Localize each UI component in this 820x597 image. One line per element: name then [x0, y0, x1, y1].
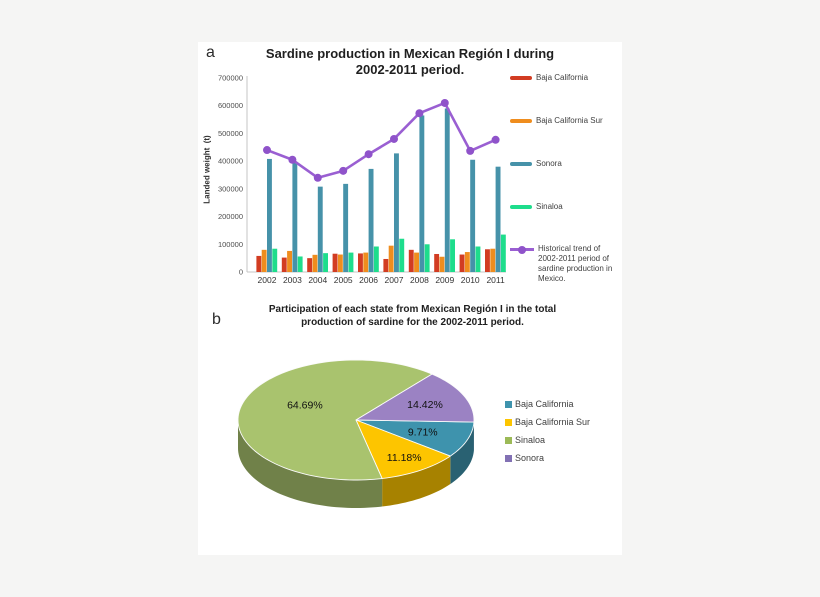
- trend-marker-icon: [288, 156, 296, 164]
- trend-marker-icon: [415, 109, 423, 117]
- baja-california-sur-swatch: [505, 419, 512, 426]
- legend-label: Baja California: [515, 399, 574, 409]
- bar-baja-california-sur: [338, 255, 343, 272]
- sinaloa-swatch: [510, 205, 532, 209]
- trend-marker-icon: [492, 136, 500, 144]
- bar-sinaloa: [501, 235, 506, 272]
- legend-item-baja-california-sur: [505, 413, 590, 431]
- baja-california-swatch: [510, 76, 532, 80]
- pie-chart-legend: [505, 395, 590, 467]
- bar-baja-california: [485, 249, 490, 272]
- bar-sonora: [267, 159, 272, 272]
- pie-label: 14.42%: [407, 398, 443, 411]
- bar-sonora: [369, 169, 374, 272]
- trend-marker-icon: [339, 167, 347, 175]
- x-tick-label: 2011: [486, 275, 505, 285]
- x-tick-label: 2002: [257, 275, 277, 285]
- legend-label: Baja California: [536, 73, 589, 82]
- bar-baja-california-sur: [313, 255, 318, 272]
- y-tick-label: 600000: [217, 101, 243, 111]
- sinaloa-swatch: [505, 437, 512, 444]
- bar-sonora: [318, 187, 323, 272]
- legend-item-baja-california: [505, 395, 590, 413]
- baja-california-sur-swatch: [510, 119, 532, 123]
- bar-baja-california-sur: [287, 251, 292, 272]
- trend-marker-icon: [518, 246, 526, 254]
- trend-line-swatch: [510, 248, 534, 251]
- x-tick-label: 2005: [333, 275, 353, 285]
- bar-sinaloa: [399, 239, 404, 272]
- figure-b-label: b: [212, 311, 221, 328]
- y-tick-label: 100000: [217, 239, 243, 249]
- legend-label: Sinaloa: [515, 435, 546, 445]
- bar-sinaloa: [476, 247, 481, 272]
- bar-baja-california: [383, 259, 388, 272]
- bar-baja-california: [460, 255, 465, 272]
- bar-baja-california-sur: [389, 246, 394, 272]
- bar-baja-california: [434, 254, 439, 272]
- legend-item-sinaloa: [505, 431, 590, 449]
- trend-marker-icon: [441, 99, 449, 107]
- bar-baja-california-sur: [414, 253, 419, 272]
- trend-marker-icon: [314, 174, 322, 182]
- pie-label: 11.18%: [386, 452, 422, 465]
- legend-item-historical-trend: [510, 244, 622, 284]
- trend-marker-icon: [466, 147, 474, 155]
- figure-a-label: a: [206, 44, 215, 61]
- y-axis-label: Landed weight (t): [202, 135, 212, 204]
- figure-a-title-line1: Sardine production in Mexican Región I during: [265, 46, 555, 61]
- legend-label: Sinaloa: [536, 202, 563, 211]
- bar-baja-california: [256, 256, 261, 272]
- pie-label: 64.69%: [287, 399, 323, 412]
- trend-marker-icon: [263, 146, 271, 154]
- bar-baja-california: [282, 258, 287, 272]
- y-tick-label: 300000: [217, 184, 243, 194]
- x-tick-label: 2009: [435, 275, 455, 285]
- x-tick-label: 2008: [409, 275, 429, 285]
- x-tick-label: 2010: [460, 275, 480, 285]
- bar-baja-california: [358, 253, 363, 272]
- bar-baja-california: [409, 250, 414, 272]
- y-tick-label: 200000: [217, 212, 243, 222]
- y-tick-label: 0: [238, 267, 243, 277]
- bar-sonora: [470, 160, 475, 272]
- pie-label: 9.71%: [407, 426, 438, 439]
- bar-sonora: [419, 115, 424, 272]
- bar-sinaloa: [374, 247, 379, 272]
- legend-item-baja-california-sur: [510, 116, 620, 126]
- bar-sonora: [445, 108, 450, 272]
- x-tick-label: 2007: [384, 275, 404, 285]
- figure-b-title-line2: production of sardine for the 2002-2011 period.: [301, 317, 524, 328]
- bar-sinaloa: [323, 253, 328, 272]
- x-tick-label: 2004: [308, 275, 328, 285]
- figure-a-title-line2: 2002-2011 period.: [355, 62, 465, 77]
- baja-california-swatch: [505, 401, 512, 408]
- legend-item-sonora: [510, 159, 620, 169]
- bar-sinaloa: [349, 253, 354, 272]
- sonora-swatch: [510, 162, 532, 166]
- bar-baja-california-sur: [440, 257, 445, 272]
- sonora-swatch: [505, 455, 512, 462]
- bar-sonora: [496, 167, 501, 272]
- bar-baja-california-sur: [465, 252, 470, 272]
- legend-label: Sonora: [515, 453, 545, 463]
- figure-b-title: [240, 303, 585, 329]
- figure-b-title-line1: Participation of each state from Mexican Región I in the total: [268, 304, 557, 315]
- x-tick-label: 2006: [359, 275, 379, 285]
- bar-sinaloa: [298, 256, 303, 272]
- y-tick-label: 500000: [217, 128, 243, 138]
- legend-label: Sonora: [536, 159, 562, 168]
- bar-sinaloa: [425, 244, 430, 272]
- bar-baja-california-sur: [363, 253, 368, 272]
- trend-marker-icon: [390, 135, 398, 143]
- pie-chart-3d: [230, 355, 485, 520]
- bar-baja-california-sur: [490, 249, 495, 272]
- legend-item-sinaloa: [510, 202, 620, 212]
- bar-baja-california: [333, 254, 338, 272]
- legend-label: Baja California Sur: [536, 116, 603, 125]
- y-tick-label: 700000: [217, 73, 243, 83]
- bar-sonora: [343, 184, 348, 272]
- bar-sinaloa: [272, 249, 277, 272]
- trend-marker-icon: [365, 150, 373, 158]
- legend-label: Baja California Sur: [515, 417, 591, 427]
- bar-sonora: [394, 153, 399, 272]
- x-tick-label: 2003: [282, 275, 302, 285]
- bar-line-chart: [200, 62, 512, 297]
- legend-item-baja-california: [510, 73, 620, 83]
- y-tick-label: 400000: [217, 156, 243, 166]
- legend-label: Historical trend of 2002-2011 period of sardine production in Mexico.: [538, 244, 613, 283]
- bar-baja-california: [307, 258, 312, 272]
- bar-sonora: [292, 162, 297, 272]
- bar-sinaloa: [450, 239, 455, 272]
- trend-line: [267, 103, 496, 178]
- bar-baja-california-sur: [262, 250, 267, 272]
- legend-item-sonora: [505, 449, 590, 467]
